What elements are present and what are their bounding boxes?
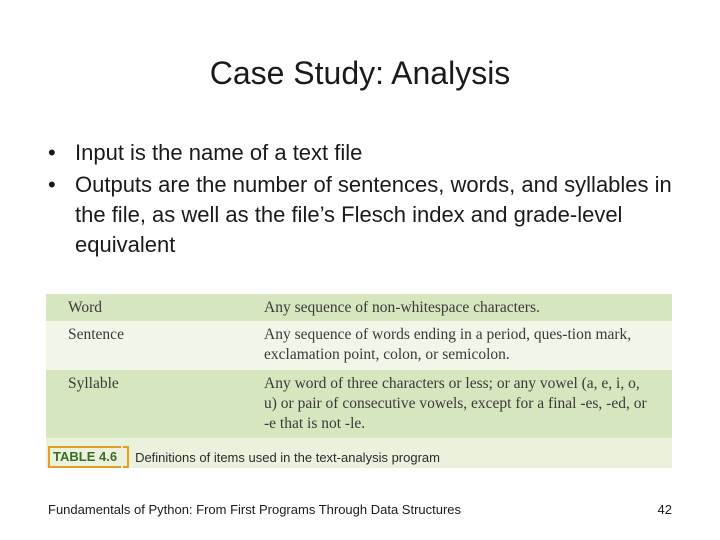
definitions-table-figure	[46, 294, 672, 468]
table-row	[46, 294, 672, 321]
table-row	[46, 370, 672, 438]
table-term: Syllable	[68, 375, 119, 392]
bullet-text: Input is the name of a text file	[75, 140, 363, 165]
footer-text: Fundamentals of Python: From First Programs Through Data Structures	[48, 502, 462, 517]
table-definition: Any sequence of words ending in a period, ques-tion mark, exclamation point, colon, or semicolon.	[264, 326, 632, 363]
bullet-item	[48, 138, 688, 168]
caption-bracket	[123, 446, 129, 468]
table-caption	[48, 446, 440, 468]
table-caption-text: Definitions of items used in the text-analysis program	[135, 449, 440, 465]
page-number: 42	[657, 502, 672, 517]
slide-title: Case Study: Analysis	[209, 55, 511, 91]
bullet-dot: •	[48, 140, 56, 165]
table-definition: Any word of three characters or less; or any vowel (a, e, i, o, u) or pair of consecutive vowels, except for a final -es, -ed, or -e that is not -le.	[264, 375, 647, 432]
bullet-item	[48, 170, 688, 260]
table-row	[46, 321, 672, 370]
table-term: Word	[68, 298, 103, 316]
bullet-list	[48, 138, 688, 262]
bullet-dot: •	[48, 172, 56, 197]
table-definition: Any sequence of non-whitespace characters.	[264, 298, 540, 316]
table-term: Sentence	[68, 326, 124, 343]
definitions-table	[46, 294, 672, 438]
bullet-text: Outputs are the number of sentences, words, and syllables in the file, as well as the file’s Flesch index and grade-level equivalent	[75, 172, 672, 257]
table-caption-tag: TABLE 4.6	[48, 446, 121, 468]
